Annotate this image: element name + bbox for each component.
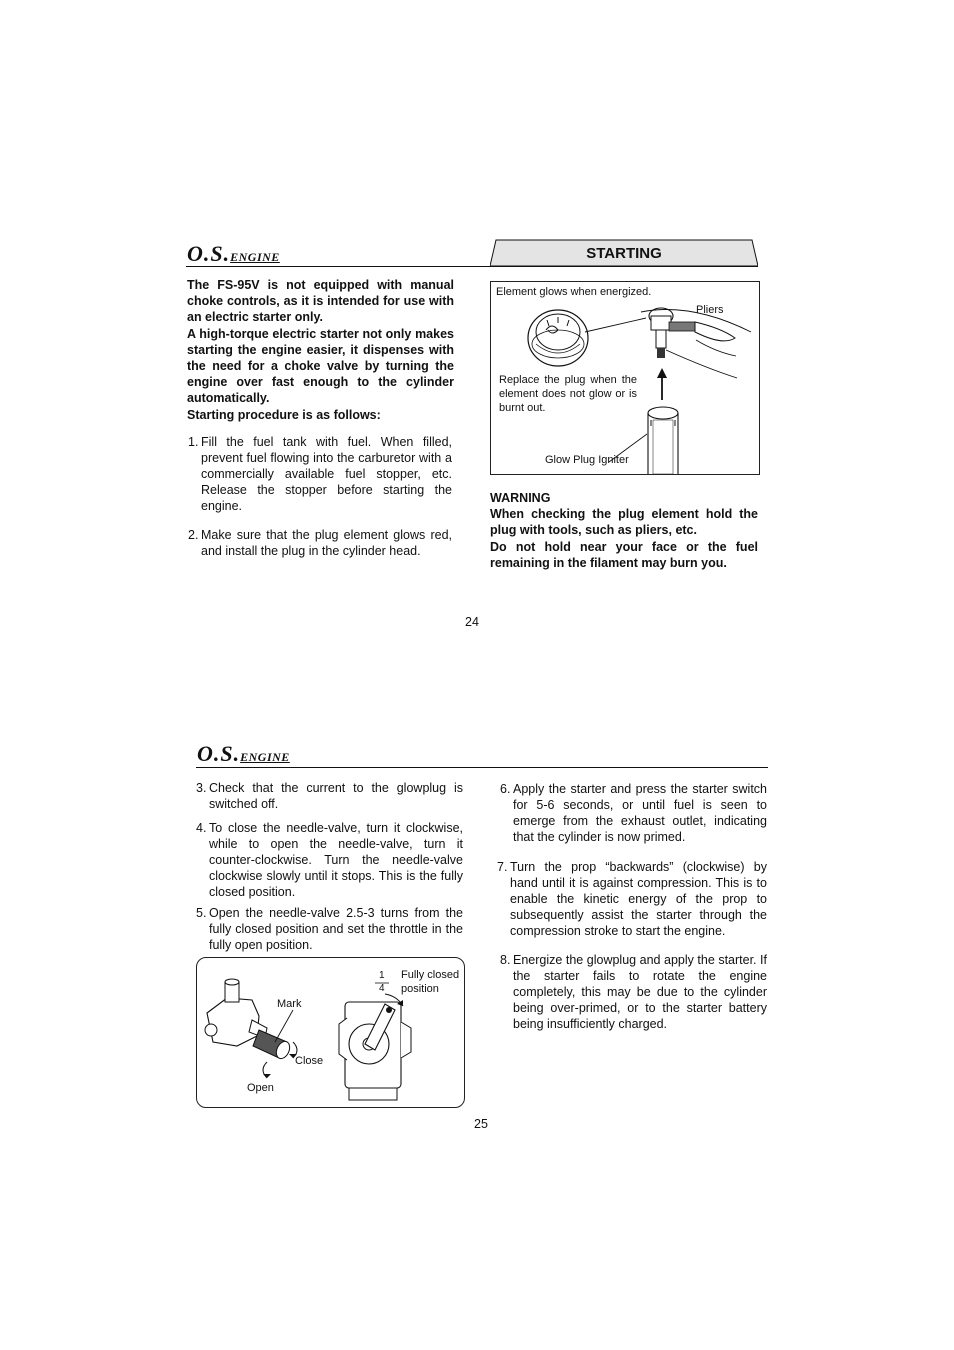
step-text: Open the needle-valve 2.5-3 turns from the fully closed position and set the throttle in the fully open position. (209, 906, 463, 952)
step-number: 3. (196, 781, 207, 795)
page-number: 25 (474, 1117, 488, 1131)
label-close: Close (295, 1055, 324, 1067)
label-glow-plug-igniter: Glow Plug Igniter (545, 454, 629, 466)
glow-plug-figure (490, 281, 760, 475)
label-element-glows: Element glows when energized. (496, 286, 652, 298)
step-text: Turn the prop “backwards” (clockwise) by hand until it is against compression. This is to enable the kinetic energy of the prop to subsequently assist the starter through the compression stroke to start the engine. (510, 860, 767, 938)
intro-paragraph-2: A high-torque electric starter not only makes starting the engine easier, it dispenses with the need for a choke valve by turning the engine over fast enough to the cylinder automatically. (187, 326, 454, 406)
step-item (196, 905, 463, 953)
logo-subtext: ENGINE (230, 250, 280, 264)
step-item (188, 434, 452, 514)
os-engine-logo (197, 743, 290, 765)
step-number: 5. (196, 906, 207, 920)
step-text: Make sure that the plug element glows red, and install the plug in the cylinder head. (201, 528, 452, 558)
needle-valve-figure (196, 957, 465, 1108)
logo-text: O.S. (187, 241, 231, 266)
step-number: 1. (188, 435, 199, 449)
intro-text (187, 277, 454, 423)
warning-title: WARNING (490, 491, 551, 505)
step-text: Apply the starter and press the starter switch for 5-6 seconds, or until fuel is seen to emerge from the exhaust outlet, indicating that the cylinder is now primed. (513, 782, 767, 844)
step-number: 2. (188, 528, 199, 542)
header-rule (196, 767, 768, 768)
intro-paragraph-3: Starting procedure is as follows: (187, 407, 381, 422)
fraction-denominator: 4 (379, 983, 385, 994)
step-number: 8. (500, 953, 511, 967)
step-number: 4. (196, 821, 207, 835)
fraction-numerator: 1 (379, 970, 385, 981)
step-text: Fill the fuel tank with fuel. When filled, prevent fuel flowing into the carburetor with a commercially available fuel stopper, etc. Release the stopper before starting the engine. (201, 435, 452, 513)
step-number: 6. (500, 782, 511, 796)
label-pliers: Pliers (696, 304, 724, 316)
logo-text: O.S. (197, 741, 241, 766)
step-item (500, 781, 767, 845)
step-item (196, 820, 463, 900)
warning-block (490, 490, 758, 571)
label-fully-closed-position: Fully closed position (401, 969, 460, 995)
section-tab (490, 239, 758, 267)
warning-line-1: When checking the plug element hold the plug with tools, such as pliers, etc. (490, 507, 758, 538)
intro-paragraph-1: The FS-95V is not equipped with manual choke controls, as it is intended for use with an electric starter only. (187, 278, 454, 325)
os-engine-logo (187, 243, 280, 265)
section-title: STARTING (586, 245, 662, 262)
warning-line-2: Do not hold near your face or the fuel remaining in the filament may burn you. (490, 539, 758, 570)
step-text: Energize the glowplug and apply the starter. If the starter fails to rotate the engine completely, this may be due to the cylinder being over-primed, or to the starter battery being insufficiently charged. (513, 953, 767, 1031)
label-mark: Mark (277, 998, 302, 1010)
step-text: Check that the current to the glowplug is switched off. (209, 781, 463, 811)
step-item (196, 780, 463, 812)
step-item (497, 859, 767, 939)
step-item (188, 527, 452, 559)
step-item (500, 952, 767, 1032)
label-replace-plug: Replace the plug when the element does not glow or is burnt out. (499, 374, 637, 414)
step-number: 7. (497, 860, 508, 874)
label-open: Open (247, 1082, 274, 1094)
page-number: 24 (465, 615, 479, 629)
logo-subtext: ENGINE (240, 750, 290, 764)
step-text: To close the needle-valve, turn it clockwise, while to open the needle-valve, turn it counter-clockwise. Turn the needle-valve clockwise slowly until it stops. This is the fully closed position. (209, 821, 463, 899)
